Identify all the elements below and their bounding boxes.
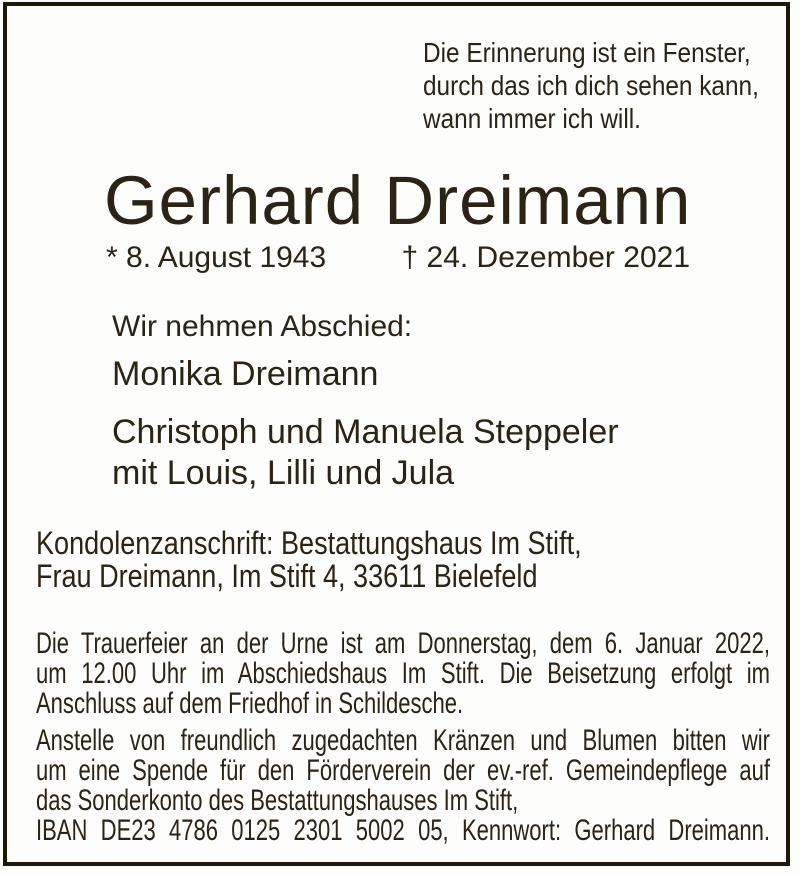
donation-iban-line: IBAN DE23 4786 0125 2301 5002 05, Kennwort: Gerhard Dreimann.	[36, 814, 770, 847]
mourner-family-group	[112, 412, 619, 494]
death-date: † 24. Dezember 2021	[401, 241, 690, 274]
memorial-quote-line: wann immer ich will.	[423, 103, 641, 134]
deceased-name: Gerhard Dreimann	[104, 162, 692, 239]
donation-request-line: Anstelle von freundlich zugedachten Kränzen und Blumen bitten wir	[36, 724, 770, 757]
life-dates	[106, 243, 690, 273]
memorial-quote-line: Die Erinnerung ist ein Fenster,	[423, 37, 751, 68]
funeral-details-paragraph	[36, 629, 770, 719]
funeral-details-line: um 12.00 Uhr im Abschiedshaus Im Stift. Die Beisetzung erfolgt im	[36, 657, 770, 690]
mourner-family-line: mit Louis, Lilli und Jula	[112, 454, 455, 492]
condolence-address-line: Frau Dreimann, Im Stift 4, 33611 Bielefeld	[36, 558, 538, 594]
funeral-details-line: Die Trauerfeier an der Urne ist am Donnerstag, dem 6. Januar 2022,	[36, 627, 770, 660]
memorial-quote-line: durch das ich dich sehen kann,	[423, 70, 759, 101]
condolence-address	[36, 527, 582, 593]
donation-request-paragraph	[36, 726, 770, 846]
donation-request-line: um eine Spende für den Förderverein der ev.-ref. Gemeindepflege auf	[36, 754, 770, 787]
funeral-details-line: Anschluss auf dem Friedhof in Schildesche.	[36, 687, 464, 720]
condolence-address-line: Kondolenzanschrift: Bestattungshaus Im Stift,	[36, 525, 582, 561]
mourner-name-primary: Monika Dreimann	[112, 355, 379, 393]
mourner-family-line: Christoph und Manuela Steppeler	[112, 413, 619, 451]
memorial-quote	[423, 36, 759, 135]
donation-request-line: das Sonderkonto des Bestattungshauses Im Stift,	[36, 784, 519, 817]
farewell-heading: Wir nehmen Abschied:	[112, 310, 413, 343]
birth-date: * 8. August 1943	[106, 241, 327, 274]
